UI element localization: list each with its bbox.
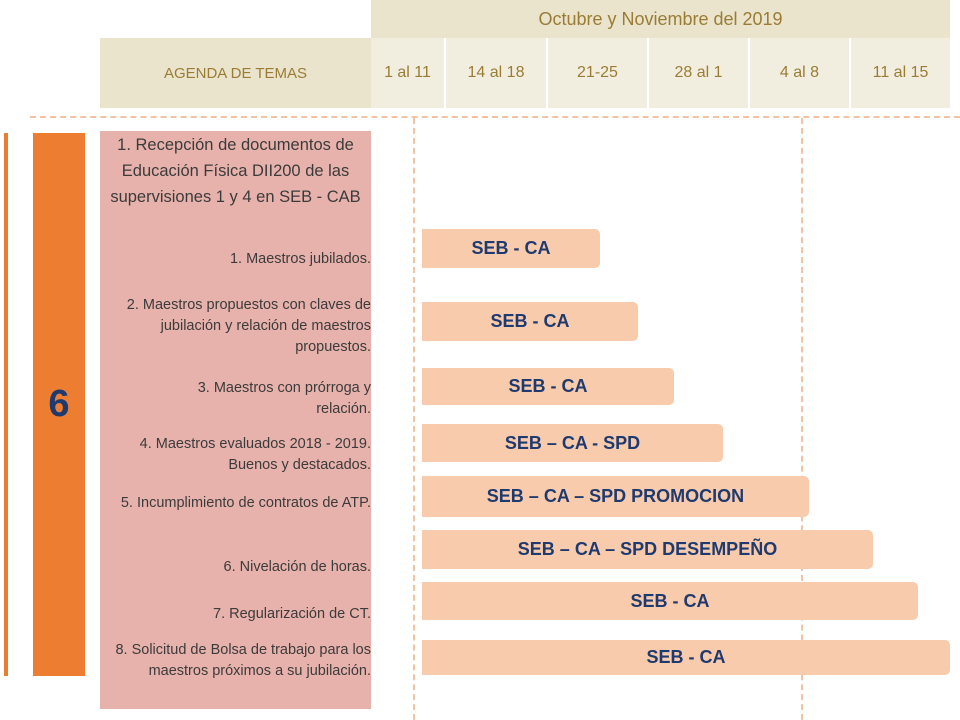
week-column-header: 28 al 1	[649, 38, 748, 108]
list-item: 8. Solicitud de Bolsa de trabajo para los maestros próximos a su jubilación.	[115, 642, 371, 679]
timeline-bar: SEB - CA	[422, 368, 674, 405]
timeline-bar: SEB - CA	[422, 582, 918, 620]
week-column-header: 14 al 18	[446, 38, 546, 108]
accent-line	[4, 133, 8, 676]
list-item: 5. Incumplimiento de contratos de ATP.	[120, 495, 371, 511]
week-column-header: 4 al 8	[750, 38, 849, 108]
column-guide	[801, 118, 803, 720]
list-item: 6. Nivelación de horas.	[223, 559, 371, 575]
list-item: 3. Maestros con prórroga y relación.	[197, 380, 371, 417]
timeline-bar: SEB – CA – SPD DESEMPEÑO	[422, 530, 873, 569]
agenda-label: AGENDA DE TEMAS	[100, 38, 371, 108]
section-heading: 1. Recepción de documentos de Educación Física DII200 de las supervisiones 1 y 4 en SEB - CAB	[110, 136, 361, 206]
items-panel	[100, 131, 371, 709]
timeline-bar: SEB – CA – SPD PROMOCION	[422, 476, 809, 517]
header-divider	[30, 116, 960, 118]
section-number: 6	[33, 133, 85, 676]
timeline-bar: SEB - CA	[422, 229, 600, 268]
timeline-bar: SEB – CA - SPD	[422, 424, 723, 462]
list-item: 4. Maestros evaluados 2018 - 2019. Buenos y destacados.	[139, 436, 371, 473]
column-guide	[413, 118, 415, 720]
list-item: 2. Maestros propuestos con claves de jubilación y relación de maestros propuestos.	[126, 297, 371, 355]
schedule-title: Octubre y Noviembre del 2019	[371, 0, 950, 38]
timeline-bar: SEB - CA	[422, 302, 638, 341]
week-column-header: 1 al 11	[371, 38, 444, 108]
timeline-bar: SEB - CA	[422, 640, 950, 675]
week-column-header: 11 al 15	[851, 38, 950, 108]
week-column-header: 21-25	[548, 38, 647, 108]
list-item: 7. Regularización de CT.	[213, 606, 371, 622]
list-item: 1. Maestros jubilados.	[229, 251, 371, 267]
